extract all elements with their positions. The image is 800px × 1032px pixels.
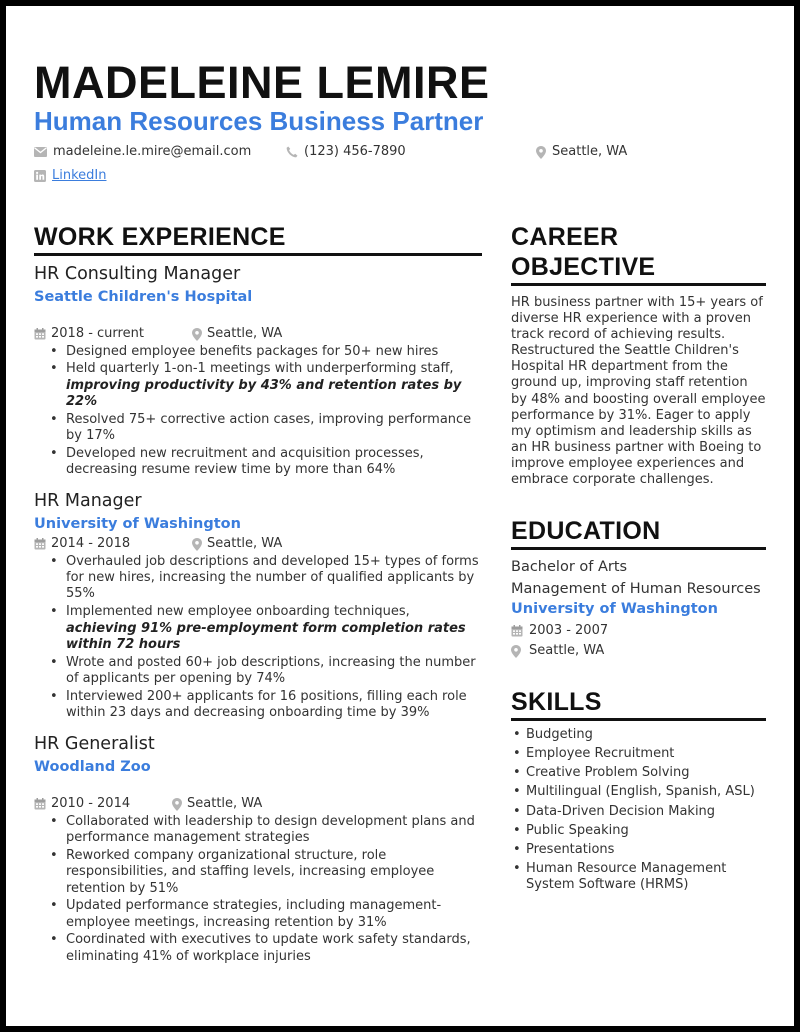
job-dates: 2018 - current <box>51 326 144 341</box>
job-dates: 2010 - 2014 <box>51 796 131 812</box>
job-location: Seattle, WA <box>207 326 283 341</box>
contact-location <box>536 144 627 160</box>
career-objective-text: HR business partner with 15+ years of diverse HR experience with a proven track record of achieving results. Restructured the Seattle Children's Hospital HR department from the ground up, improving staff retention by 48% and boosting overall employee performance by 31%. Eager to apply my optimism and leadership skills as an HR business partner with Boeing to improve employee experiences and embrace corporate challenges. <box>511 295 766 488</box>
skills-heading: SKILLS <box>511 687 766 721</box>
job-entry <box>34 263 482 478</box>
skill-item: • Multilingual (English, Spanish, ASL) <box>511 784 766 800</box>
job-meta <box>34 326 482 342</box>
job-bullet: • Held quarterly 1-on-1 meetings with underperforming staff, improving productivity by 43% and retention rates by 22% <box>48 361 482 410</box>
skills-list <box>511 727 766 893</box>
contact-email <box>34 144 251 160</box>
achievement-highlight: achieving 91% pre-employment form completion rates within 72 hours <box>66 620 466 652</box>
job-company: Woodland Zoo <box>34 759 151 776</box>
calendar-icon <box>511 625 523 637</box>
job-dates: 2014 - 2018 <box>51 536 131 552</box>
map-pin-icon <box>192 538 202 551</box>
job-location: Seattle, WA <box>207 536 283 552</box>
job-bullets <box>48 344 482 479</box>
job-title: HR Consulting Manager <box>34 264 241 284</box>
job-bullet: • Developed new recruitment and acquisition processes, decreasing resume review time by more than 64% <box>48 446 482 479</box>
linkedin-link[interactable]: LinkedIn <box>52 168 107 183</box>
email-text: madeleine.le.mire@email.com <box>53 144 252 159</box>
linkedin-icon <box>34 170 46 182</box>
candidate-name: MADELEINE LEMIRE <box>34 57 490 108</box>
skill-item: • Data-Driven Decision Making <box>511 804 766 820</box>
phone-icon <box>286 146 298 158</box>
job-bullets <box>48 554 482 721</box>
skill-item: • Presentations <box>511 842 766 858</box>
map-pin-icon <box>172 798 182 811</box>
job-entry <box>34 490 482 721</box>
job-title: HR Generalist <box>34 734 155 755</box>
job-bullet: • Coordinated with executives to update work safety standards, eliminating 41% of workplace injuries <box>48 932 482 965</box>
resume-page <box>6 6 794 1026</box>
job-bullet: • Collaborated with leadership to design development plans and performance management strategies <box>48 814 482 847</box>
education-heading: EDUCATION <box>511 516 766 550</box>
location-text: Seattle, WA <box>552 144 628 159</box>
job-bullet: • Wrote and posted 60+ job descriptions, increasing the number of applicants per opening by 74% <box>48 655 482 688</box>
job-meta <box>34 536 482 552</box>
map-pin-icon <box>192 328 202 341</box>
job-company: Seattle Children's Hospital <box>34 289 253 305</box>
job-meta <box>34 796 482 812</box>
work-experience-section <box>34 222 482 965</box>
job-bullet: • Interviewed 200+ applicants for 16 positions, filling each role within 23 days and decreasing onboarding time by 39% <box>48 689 482 722</box>
achievement-highlight: improving productivity by 43% and retention rates by 22% <box>66 377 462 409</box>
contact-phone <box>286 144 406 160</box>
envelope-icon <box>34 147 47 157</box>
education-school: University of Washington <box>511 601 718 618</box>
job-bullet: • Designed employee benefits packages for 50+ new hires <box>48 344 482 360</box>
skill-item: • Employee Recruitment <box>511 746 766 762</box>
sidebar-column <box>511 222 766 893</box>
education-entry <box>511 558 766 659</box>
job-bullet: • Updated performance strategies, including management-employee meetings, increasing retention by 31% <box>48 898 482 931</box>
job-title: HR Manager <box>34 491 142 512</box>
map-pin-icon <box>536 146 546 159</box>
calendar-icon <box>34 538 46 550</box>
job-bullet: • Overhauled job descriptions and developed 15+ types of forms for new hires, increasing the number of qualified applicants by 55% <box>48 554 482 603</box>
work-experience-heading: WORK EXPERIENCE <box>34 222 482 256</box>
calendar-icon <box>34 798 46 810</box>
candidate-title: Human Resources Business Partner <box>34 106 484 136</box>
job-bullet: • Reworked company organizational structure, role responsibilities, and staffing levels, increasing employee retention by 51% <box>48 848 482 897</box>
calendar-icon <box>34 328 46 340</box>
education-location: Seattle, WA <box>529 643 605 659</box>
job-bullet: • Implemented new employee onboarding techniques, achieving 91% pre-employment form completion rates within 72 hours <box>48 604 482 653</box>
job-company: University of Washington <box>34 516 241 533</box>
job-location: Seattle, WA <box>187 796 263 812</box>
education-dates-row <box>511 623 766 639</box>
skill-item: • Creative Problem Solving <box>511 765 766 781</box>
contact-linkedin <box>34 168 106 184</box>
phone-text: (123) 456-7890 <box>304 144 406 159</box>
education-degree: Bachelor of Arts <box>511 559 628 576</box>
job-bullets <box>48 814 482 965</box>
job-entry <box>34 733 482 965</box>
skill-item: • Budgeting <box>511 727 766 743</box>
education-dates: 2003 - 2007 <box>529 623 609 639</box>
skill-item: • Public Speaking <box>511 823 766 839</box>
education-major: Management of Human Resources <box>511 580 761 597</box>
job-bullet: • Resolved 75+ corrective action cases, improving performance by 17% <box>48 412 482 445</box>
career-objective-heading: CAREER OBJECTIVE <box>511 222 766 286</box>
skill-item: • Human Resource Management System Software (HRMS) <box>511 861 766 894</box>
map-pin-icon <box>511 645 521 658</box>
education-location-row <box>511 643 766 659</box>
